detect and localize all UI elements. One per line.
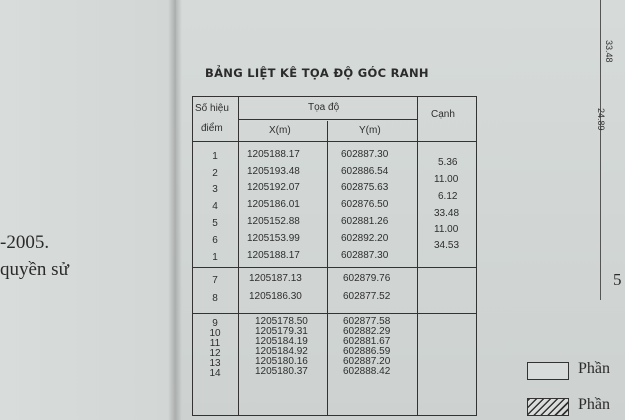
y-value: 602887.30 — [341, 250, 389, 261]
left-page — [0, 0, 175, 420]
point-number: 5 — [212, 218, 218, 229]
edge-value: 34.53 — [434, 240, 460, 251]
table-row-divider — [193, 141, 476, 142]
legend-empty-swatch — [527, 362, 569, 380]
point-number: 9 — [212, 318, 218, 329]
map-dimension-label: 24.89 — [596, 108, 606, 131]
x-value: 1205192.07 — [247, 182, 300, 193]
edge-value: 5.36 — [438, 157, 458, 168]
page-fold — [168, 0, 182, 420]
header-point-line-1: Số hiệu — [195, 103, 229, 114]
x-value: 1205152.88 — [247, 216, 300, 227]
point-number: 14 — [209, 368, 221, 379]
y-value: 602887.30 — [341, 149, 389, 160]
left-text-line-1: -2005. — [0, 232, 50, 253]
y-value: 602881.26 — [341, 216, 389, 227]
y-value: 602888.42 — [343, 366, 391, 377]
header-x: X(m) — [269, 125, 291, 136]
point-number: 10 — [209, 328, 221, 339]
legend-label: Phần — [578, 360, 610, 377]
legend-label: Phần — [578, 396, 610, 413]
page-edge-digit: 5 — [613, 270, 622, 289]
map-dimension-label: 33.48 — [604, 40, 614, 63]
x-value: 1205188.17 — [247, 149, 300, 160]
table-row-divider — [193, 267, 476, 268]
table-row-divider — [193, 313, 476, 314]
x-value: 1205179.31 — [255, 326, 308, 337]
point-number: 1 — [212, 252, 218, 263]
edge-value: 33.48 — [434, 208, 460, 219]
point-number: 2 — [212, 168, 218, 179]
x-value: 1205187.13 — [249, 273, 302, 284]
y-value: 602877.58 — [343, 316, 391, 327]
header-y: Y(m) — [359, 125, 381, 136]
y-value: 602877.52 — [343, 291, 391, 302]
edge-value: 11.00 — [434, 174, 459, 185]
y-value: 602875.63 — [341, 182, 389, 193]
table-row-divider — [238, 119, 417, 120]
y-value: 602886.54 — [341, 166, 389, 177]
table-col-divider — [417, 97, 418, 415]
x-value: 1205180.16 — [255, 356, 308, 367]
point-number: 4 — [212, 201, 218, 212]
point-number: 11 — [209, 338, 221, 349]
header-coordinates: Tọa độ — [308, 102, 340, 113]
point-number: 12 — [209, 348, 221, 359]
table-title: BẢNG LIỆT KÊ TỌA ĐỘ GÓC RANH — [205, 66, 429, 80]
x-value: 1205153.99 — [247, 233, 300, 244]
x-value: 1205186.30 — [249, 291, 302, 302]
x-value: 1205193.48 — [247, 166, 300, 177]
y-value: 602876.50 — [341, 199, 389, 210]
table-col-divider — [238, 97, 239, 415]
y-value: 602882.29 — [343, 326, 391, 337]
y-value: 602892.20 — [341, 233, 389, 244]
y-value: 602879.76 — [343, 273, 391, 284]
x-value: 1205184.92 — [255, 346, 308, 357]
edge-value: 6.12 — [438, 191, 458, 202]
table-col-divider — [327, 121, 328, 415]
y-value: 602887.20 — [343, 356, 391, 367]
point-number: 7 — [212, 275, 218, 286]
point-number: 13 — [209, 358, 221, 369]
parcel-boundary-line — [600, 0, 601, 300]
point-number: 8 — [212, 293, 218, 304]
edge-value: 11.00 — [434, 224, 459, 235]
y-value: 602886.59 — [343, 346, 391, 357]
legend-hatched-swatch — [527, 398, 569, 416]
point-number: 1 — [212, 151, 218, 162]
header-edge: Cạnh — [431, 109, 455, 120]
point-number: 6 — [212, 235, 218, 246]
x-value: 1205184.19 — [255, 336, 308, 347]
coordinate-table — [192, 96, 477, 416]
point-number: 3 — [212, 184, 218, 195]
left-text-line-2: quyền sử — [0, 259, 69, 280]
x-value: 1205186.01 — [247, 199, 300, 210]
x-value: 1205188.17 — [247, 250, 300, 261]
x-value: 1205180.37 — [255, 366, 308, 377]
x-value: 1205178.50 — [255, 316, 308, 327]
header-point-line-2: điểm — [201, 123, 223, 134]
y-value: 602881.67 — [343, 336, 391, 347]
